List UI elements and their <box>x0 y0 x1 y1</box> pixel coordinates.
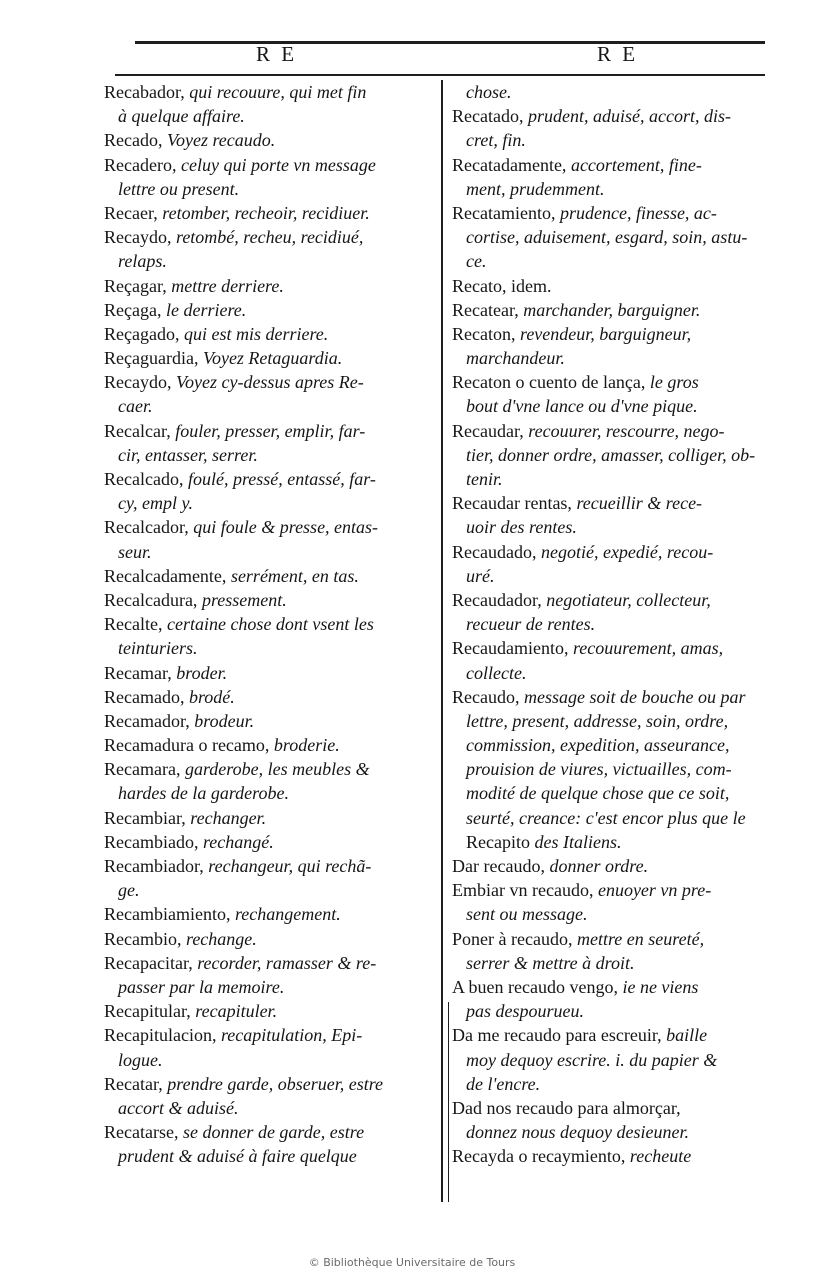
headword: Recaudo, <box>452 686 524 707</box>
entry-line <box>104 661 434 685</box>
definition: cret, fin. <box>466 130 526 151</box>
entry-line <box>452 419 772 443</box>
headword: Recalcadura, <box>104 589 202 610</box>
entry-line <box>104 999 434 1023</box>
definition: recueillir & rece- <box>576 493 703 514</box>
headword: Poner à recaudo, <box>452 928 577 949</box>
definition: à quelque affaire. <box>118 106 245 127</box>
definition: foulé, pressé, entassé, far- <box>187 469 376 489</box>
headword: Recalcado, <box>104 469 188 489</box>
entry-line <box>104 927 434 951</box>
definition: rechangement. <box>234 904 341 925</box>
headword: Recalcadamente, <box>104 565 231 586</box>
running-head-left: R E <box>256 42 298 66</box>
entry-line <box>104 346 434 370</box>
definition: prouision de viures, victuailles, com- <box>466 759 732 780</box>
definition: prudent & aduisé à faire quelque <box>118 1146 357 1167</box>
definition: rechangé. <box>202 831 274 852</box>
headword: Recatarse, <box>104 1122 183 1143</box>
definition: accort & aduisé. <box>118 1097 239 1118</box>
headword: Reçagado, <box>104 323 184 344</box>
definition: pressement. <box>201 589 287 610</box>
headword: Dad nos recaudo para almorçar, <box>452 1097 681 1118</box>
definition: mettre derriere. <box>171 275 284 296</box>
entry-line <box>104 1023 434 1047</box>
entry-line <box>452 781 772 805</box>
entry-line <box>104 757 434 781</box>
definition: Voyez Retaguardia. <box>202 348 343 369</box>
entry-line <box>104 636 434 660</box>
entry-line <box>452 685 772 709</box>
definition: tenir. <box>466 469 503 489</box>
entry-line <box>104 806 434 830</box>
headword: Recaton, <box>452 323 520 344</box>
entry-line <box>452 902 772 926</box>
entry-line <box>104 1144 434 1168</box>
headword: Recambiar, <box>104 807 191 828</box>
entry-line <box>104 733 434 757</box>
definition: hardes de la garderobe. <box>118 783 289 804</box>
entry-line <box>104 854 434 878</box>
column-divider-secondary <box>448 1002 449 1202</box>
definition: passer par la memoire. <box>118 976 285 997</box>
definition: retombé, recheu, recidiué, <box>175 227 364 248</box>
headword: Recapito <box>466 831 535 852</box>
definition: modité de quelque chose que ce soit, <box>466 783 730 804</box>
entry-line <box>452 927 772 951</box>
definition: recueur de rentes. <box>466 614 596 635</box>
definition: accortement, fine- <box>570 154 702 175</box>
definition: garderobe, les meubles & <box>184 759 370 780</box>
entry-line <box>452 1144 772 1168</box>
entry-line <box>104 225 434 249</box>
definition: recouurer, rescourre, nego- <box>528 420 725 441</box>
definition: message soit de bouche ou par <box>523 686 746 707</box>
entry-line <box>104 491 434 515</box>
headword: Recatear, <box>452 299 524 320</box>
definition: cortise, aduisement, esgard, soin, astu- <box>466 227 748 248</box>
entry-line <box>452 80 772 104</box>
entry-line <box>104 515 434 539</box>
entry-line <box>104 274 434 298</box>
entry-line <box>452 1072 772 1096</box>
definition: ie ne viens <box>622 976 699 997</box>
headword: Recaydo, <box>104 227 176 248</box>
headword: Dar recaudo, <box>452 856 550 876</box>
entry-line <box>452 636 772 660</box>
definition: recheute <box>629 1146 692 1167</box>
headword: Recambio, <box>104 928 186 949</box>
headword: Recatado, <box>452 106 528 127</box>
definition: moy dequoy escrire. i. du papier & <box>466 1049 718 1070</box>
entry-line <box>452 153 772 177</box>
definition: pas despourueu. <box>466 1001 584 1022</box>
definition: cy, empl y. <box>118 493 193 514</box>
entry-line <box>104 564 434 588</box>
entry-line <box>452 1048 772 1072</box>
definition: marchandeur. <box>466 348 565 369</box>
copyright-footer: © Bibliothèque Universitaire de Tours <box>308 1256 516 1269</box>
definition: uré. <box>466 565 495 586</box>
entry-line <box>104 249 434 273</box>
entry-line <box>452 370 772 394</box>
entry-line <box>104 104 434 128</box>
headword: Da me recaudo para escreuir, <box>452 1025 667 1046</box>
definition: des Italiens. <box>534 831 622 852</box>
entry-line <box>104 951 434 975</box>
definition: de l'encre. <box>466 1073 541 1094</box>
definition: serrer & mettre à droit. <box>466 952 635 973</box>
headword: Recambiado, <box>104 831 203 852</box>
definition: qui est mis derriere. <box>183 323 329 344</box>
definition: teinturiers. <box>118 638 198 659</box>
entry-line <box>104 878 434 902</box>
definition: commission, expedition, asseurance, <box>466 735 730 756</box>
definition: baille <box>666 1025 708 1046</box>
right-column <box>452 80 772 1168</box>
headword: Recado, <box>104 130 167 151</box>
definition: rechange. <box>185 928 257 949</box>
entry-line <box>452 1023 772 1047</box>
entry-line <box>104 80 434 104</box>
entry-line <box>452 177 772 201</box>
definition: broder. <box>176 662 228 683</box>
headword: Reçaga, <box>104 299 166 320</box>
entry-line <box>104 588 434 612</box>
entry-line <box>452 1120 772 1144</box>
headword: Recapitular, <box>104 1001 196 1022</box>
headword: Recaudar, <box>452 420 529 441</box>
definition: rechanger. <box>190 807 267 828</box>
definition: rechangeur, qui rechã- <box>208 856 372 876</box>
definition: certaine chose dont vsent les <box>166 614 374 635</box>
headword: Recapacitar, <box>104 952 198 973</box>
definition: uoir des rentes. <box>466 517 577 538</box>
definition: ce. <box>466 251 487 272</box>
entry-line <box>452 951 772 975</box>
headword: Recaudamiento, <box>452 638 573 659</box>
definition: relaps. <box>118 251 167 272</box>
entry-line <box>452 830 772 854</box>
definition: prudent, aduisé, accort, dis- <box>527 106 731 127</box>
definition: negotiateur, collecteur, <box>546 589 711 610</box>
entry-line <box>452 346 772 370</box>
definition: fouler, presser, emplir, far- <box>175 420 366 441</box>
definition: seurté, creance: c'est encor plus que le <box>466 807 746 828</box>
entry-line <box>104 1048 434 1072</box>
header-rule <box>115 74 765 76</box>
entry-line <box>452 999 772 1023</box>
definition: seur. <box>118 541 152 562</box>
headword: Recalte, <box>104 614 167 635</box>
entry-line <box>104 443 434 467</box>
headword: Recamador, <box>104 710 195 731</box>
definition: recapitulation, Epi- <box>220 1025 363 1046</box>
definition: qui recouure, qui met fin <box>189 82 367 102</box>
headword: Recaer, <box>104 202 163 223</box>
definition: enuoyer vn pre- <box>597 880 712 901</box>
entry-line <box>104 830 434 854</box>
entry-line <box>104 394 434 418</box>
headword: Recato, idem. <box>452 275 552 296</box>
definition: brodeur. <box>194 710 255 731</box>
definition: bout d'vne lance ou d'vne pique. <box>466 396 698 417</box>
column-divider <box>441 80 443 1202</box>
headword: Embiar vn recaudo, <box>452 880 598 901</box>
entry-line <box>452 491 772 515</box>
headword: Recaudar rentas, <box>452 493 577 514</box>
entry-line <box>104 1120 434 1144</box>
definition: le derriere. <box>165 299 247 320</box>
entry-line <box>452 564 772 588</box>
definition: recouurement, amas, <box>572 638 724 659</box>
definition: logue. <box>118 1049 163 1070</box>
entry-line <box>104 153 434 177</box>
definition: prendre garde, obseruer, estre <box>167 1073 384 1094</box>
definition: brodé. <box>188 686 235 707</box>
definition: tier, donner ordre, amasser, colliger, ob- <box>466 444 756 465</box>
definition: marchander, barguigner. <box>523 299 701 320</box>
entry-line <box>104 709 434 733</box>
entry-line <box>104 298 434 322</box>
entry-line <box>104 419 434 443</box>
entry-line <box>452 1096 772 1120</box>
entry-line <box>104 781 434 805</box>
entry-line <box>452 201 772 225</box>
definition: lettre ou present. <box>118 178 240 199</box>
headword: Recalcador, <box>104 517 194 538</box>
entry-line <box>104 612 434 636</box>
headword: Recamadura o recamo, <box>104 735 274 756</box>
headword: Recambiamiento, <box>104 904 235 925</box>
entry-line <box>104 1072 434 1096</box>
entry-line <box>452 104 772 128</box>
entry-line <box>452 225 772 249</box>
headword: Recapitulacion, <box>104 1025 221 1046</box>
definition: se donner de garde, estre <box>182 1122 365 1143</box>
entry-line <box>452 733 772 757</box>
definition: Voyez recaudo. <box>166 130 276 151</box>
definition: ge. <box>118 880 140 901</box>
entry-line <box>452 515 772 539</box>
headword: Recabador, <box>104 82 190 102</box>
running-head-right: R E <box>597 42 639 66</box>
headword: Recaudador, <box>452 589 547 610</box>
entry-line <box>452 878 772 902</box>
entry-line <box>452 443 772 467</box>
top-rule <box>135 41 765 44</box>
definition: broderie. <box>273 735 340 756</box>
entry-line <box>104 685 434 709</box>
definition: revendeur, barguigneur, <box>519 323 692 344</box>
entry-line <box>452 709 772 733</box>
entry-line <box>452 757 772 781</box>
headword: Recamara, <box>104 759 185 780</box>
entry-line <box>104 975 434 999</box>
entry-line <box>452 806 772 830</box>
entry-line <box>104 201 434 225</box>
entry-line <box>452 467 772 491</box>
entry-line <box>452 249 772 273</box>
definition: mettre en seureté, <box>576 928 705 949</box>
definition: prudence, finesse, ac- <box>559 202 717 223</box>
headword: Recaton o cuento de lança, <box>452 372 650 393</box>
entry-line <box>452 854 772 878</box>
entry-line <box>104 128 434 152</box>
headword: Reçaguardia, <box>104 348 203 369</box>
definition: donnez nous dequoy desieuner. <box>466 1122 689 1143</box>
entry-line <box>452 540 772 564</box>
definition: sent ou message. <box>466 904 588 925</box>
definition: recorder, ramasser & re- <box>197 952 377 973</box>
headword: Recambiador, <box>104 856 209 876</box>
entry-line <box>452 298 772 322</box>
entry-line <box>104 902 434 926</box>
entry-line <box>452 661 772 685</box>
entry-line <box>104 370 434 394</box>
entry-line <box>452 322 772 346</box>
definition: Voyez cy-dessus apres Re- <box>175 372 364 393</box>
entry-line <box>452 975 772 999</box>
entry-line <box>104 1096 434 1120</box>
definition: lettre, present, addresse, soin, ordre, <box>466 710 729 731</box>
entry-line <box>452 394 772 418</box>
headword: Recamado, <box>104 686 189 707</box>
entry-line <box>104 322 434 346</box>
definition: le gros <box>649 372 699 393</box>
entry-line <box>452 274 772 298</box>
definition: negotié, expedié, recou- <box>540 541 714 562</box>
entry-line <box>104 467 434 491</box>
definition: collecte. <box>466 662 527 683</box>
headword: Recaudado, <box>452 541 541 562</box>
headword: Recalcar, <box>104 420 176 441</box>
entry-line <box>452 612 772 636</box>
definition: chose. <box>466 82 512 102</box>
definition: recapituler. <box>195 1001 278 1022</box>
definition: cir, entasser, serrer. <box>118 444 258 465</box>
entry-line <box>452 128 772 152</box>
left-column <box>104 80 434 1168</box>
headword: Recatamiento, <box>452 202 560 223</box>
headword: Recamar, <box>104 662 177 683</box>
definition: celuy qui porte vn message <box>180 154 376 175</box>
headword: Recaydo, <box>104 372 176 393</box>
entry-line <box>104 540 434 564</box>
entry-line <box>452 588 772 612</box>
headword: Recayda o recaymiento, <box>452 1146 630 1167</box>
definition: qui foule & presse, entas- <box>193 517 379 538</box>
headword: Recatadamente, <box>452 154 571 175</box>
headword: Recatar, <box>104 1073 168 1094</box>
headword: Reçagar, <box>104 275 172 296</box>
definition: retomber, recheoir, recidiuer. <box>162 202 370 223</box>
headword: Recadero, <box>104 154 181 175</box>
definition: serrément, en tas. <box>230 565 359 586</box>
definition: donner ordre. <box>549 856 649 876</box>
definition: caer. <box>118 396 153 417</box>
headword: A buen recaudo vengo, <box>452 976 623 997</box>
entry-line <box>104 177 434 201</box>
definition: ment, prudemment. <box>466 178 605 199</box>
